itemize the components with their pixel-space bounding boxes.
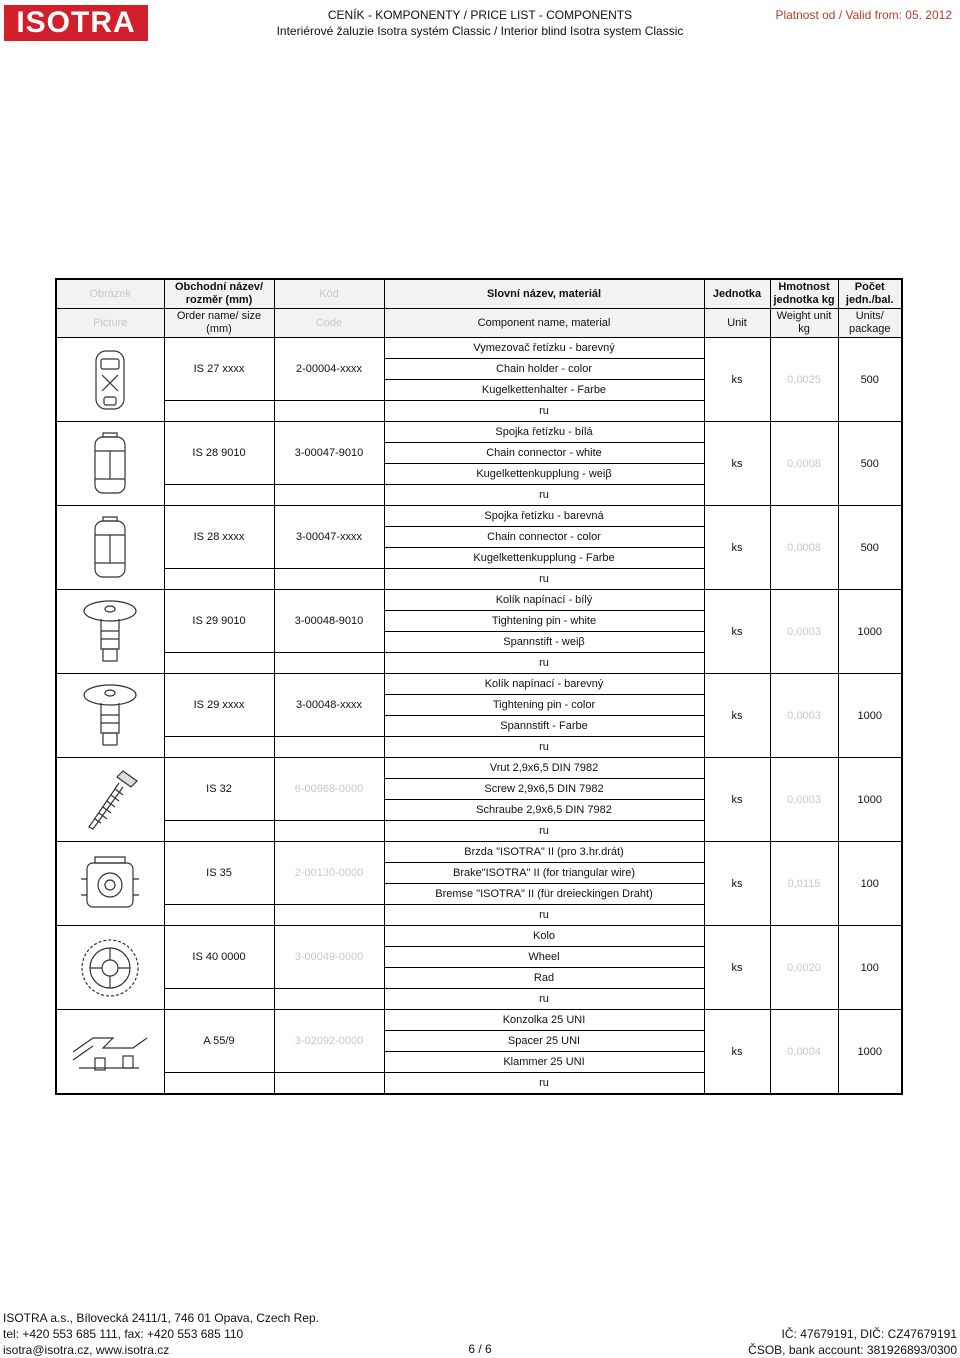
empty-cell: [274, 989, 384, 1010]
chain-connector-icon: [57, 513, 164, 583]
weight-cell: 0,0020: [770, 926, 838, 1010]
component-description: Chain connector - white: [384, 443, 704, 464]
product-code: 3-00047-xxxx: [274, 506, 384, 569]
product-code: 2-00130-0000: [274, 842, 384, 905]
brake-icon: [57, 849, 164, 919]
component-description: Vymezovač řetízku - barevný: [384, 338, 704, 359]
weight-cell: 0,0115: [770, 842, 838, 926]
weight-cell: 0,0003: [770, 758, 838, 842]
unit-cell: ks: [704, 842, 770, 926]
desc-ru: ru: [384, 821, 704, 842]
empty-cell: [274, 653, 384, 674]
order-name: IS 29 xxxx: [164, 674, 274, 737]
component-description: Brake"ISOTRA" II (for triangular wire): [384, 863, 704, 884]
empty-cell: [164, 989, 274, 1010]
product-picture: [56, 422, 164, 506]
empty-cell: [164, 1073, 274, 1095]
table-row: [56, 1010, 902, 1031]
component-description: Bremse "ISOTRA" II (für dreieckingen Draht): [384, 884, 704, 905]
component-description: Kugelkettenhalter - Farbe: [384, 380, 704, 401]
component-description: Spacer 25 UNI: [384, 1031, 704, 1052]
order-name: IS 27 xxxx: [164, 338, 274, 401]
component-description: Konzolka 25 UNI: [384, 1010, 704, 1031]
component-description: Chain holder - color: [384, 359, 704, 380]
footer-bank: ČSOB, bank account: 381926893/0300: [748, 1343, 957, 1357]
component-description: Tightening pin - color: [384, 695, 704, 716]
desc-ru: ru: [384, 1073, 704, 1095]
empty-cell: [274, 401, 384, 422]
unit-cell: ks: [704, 674, 770, 758]
order-name: IS 29 9010: [164, 590, 274, 653]
product-picture: [56, 338, 164, 422]
col-image-en: Picture: [56, 309, 164, 338]
weight-cell: 0,0003: [770, 674, 838, 758]
product-picture: [56, 926, 164, 1010]
col-name-en: Order name/ size (mm): [164, 309, 274, 338]
component-description: Kolo: [384, 926, 704, 947]
component-description: Klammer 25 UNI: [384, 1052, 704, 1073]
empty-cell: [274, 1073, 384, 1095]
col-code-cz: Kód: [274, 279, 384, 309]
empty-cell: [164, 569, 274, 590]
document-subtitle: Interiérové žaluzie Isotra systém Classic / Interior blind Isotra system Classic: [276, 24, 684, 38]
component-description: Vrut 2,9x6,5 DIN 7982: [384, 758, 704, 779]
desc-ru: ru: [384, 653, 704, 674]
unit-cell: ks: [704, 758, 770, 842]
price-list-table: [55, 278, 903, 1095]
header-row-cz: [56, 279, 902, 309]
screw-icon: [57, 765, 164, 835]
col-desc-cz: Slovní název, materiál: [384, 279, 704, 309]
component-description: Screw 2,9x6,5 DIN 7982: [384, 779, 704, 800]
empty-cell: [164, 905, 274, 926]
component-description: Brzda "ISOTRA" II (pro 3.hr.drát): [384, 842, 704, 863]
table-row: [56, 674, 902, 695]
empty-cell: [274, 821, 384, 842]
product-code: 3-00048-9010: [274, 590, 384, 653]
desc-ru: ru: [384, 401, 704, 422]
product-picture: [56, 842, 164, 926]
product-code: 3-00047-9010: [274, 422, 384, 485]
desc-ru: ru: [384, 905, 704, 926]
document-title: CENÍK - KOMPONENTY / PRICE LIST - COMPONENTS: [327, 8, 633, 22]
product-code: 2-00004-xxxx: [274, 338, 384, 401]
product-code: 3-00048-xxxx: [274, 674, 384, 737]
spacer-icon: [57, 1022, 164, 1082]
empty-cell: [164, 821, 274, 842]
component-description: Kugelkettenkupplung - Farbe: [384, 548, 704, 569]
count-cell: 500: [838, 506, 902, 590]
component-description: Kolík napínací - bílý: [384, 590, 704, 611]
empty-cell: [164, 485, 274, 506]
product-picture: [56, 758, 164, 842]
weight-cell: 0,0008: [770, 506, 838, 590]
table-row: [56, 926, 902, 947]
order-name: IS 40 0000: [164, 926, 274, 989]
col-weight-cz: Hmotnost jednotka kg: [770, 279, 838, 309]
product-picture: [56, 590, 164, 674]
empty-cell: [164, 401, 274, 422]
desc-ru: ru: [384, 485, 704, 506]
footer-web: isotra@isotra.cz, www.isotra.cz: [3, 1343, 170, 1357]
col-weight-en: Weight unit kg: [770, 309, 838, 338]
isotra-logo: ISOTRA: [4, 5, 148, 41]
component-description: Spojka řetízku - barevná: [384, 506, 704, 527]
component-description: Tightening pin - white: [384, 611, 704, 632]
component-description: Kolík napínací - barevný: [384, 674, 704, 695]
table-row: [56, 842, 902, 863]
unit-cell: ks: [704, 1010, 770, 1095]
desc-ru: ru: [384, 989, 704, 1010]
tightening-pin-icon: [57, 681, 164, 751]
col-count-cz: Počet jedn./bal.: [838, 279, 902, 309]
chain-connector-icon: [57, 429, 164, 499]
tightening-pin-icon: [57, 597, 164, 667]
order-name: IS 28 9010: [164, 422, 274, 485]
component-description: Spojka řetízku - bílá: [384, 422, 704, 443]
header-row-en: [56, 309, 902, 338]
unit-cell: ks: [704, 506, 770, 590]
component-description: Spannstift - Farbe: [384, 716, 704, 737]
empty-cell: [274, 905, 384, 926]
product-code: 6-00968-0000: [274, 758, 384, 821]
unit-cell: ks: [704, 590, 770, 674]
valid-from: Platnost od / Valid from: 05. 2012: [775, 8, 952, 22]
col-unit-cz: Jednotka: [704, 279, 770, 309]
col-name-cz: Obchodní název/ rozměr (mm): [164, 279, 274, 309]
unit-cell: ks: [704, 422, 770, 506]
count-cell: 100: [838, 926, 902, 1010]
footer-company: ISOTRA a.s., Bílovecká 2411/1, 746 01 Opava, Czech Rep.: [3, 1311, 319, 1325]
col-unit-en: Unit: [704, 309, 770, 338]
page-number: 6 / 6: [468, 1342, 492, 1356]
weight-cell: 0,0025: [770, 338, 838, 422]
table-row: [56, 338, 902, 359]
col-image-cz: Obrázek: [56, 279, 164, 309]
count-cell: 1000: [838, 674, 902, 758]
weight-cell: 0,0004: [770, 1010, 838, 1095]
col-desc-en: Component name, material: [384, 309, 704, 338]
product-picture: [56, 674, 164, 758]
component-description: Chain connector - color: [384, 527, 704, 548]
product-picture: [56, 506, 164, 590]
product-code: 3-02092-0000: [274, 1010, 384, 1073]
count-cell: 1000: [838, 758, 902, 842]
count-cell: 500: [838, 338, 902, 422]
product-code: 3-00049-0000: [274, 926, 384, 989]
empty-cell: [164, 737, 274, 758]
component-description: Kugelkettenkupplung - weiβ: [384, 464, 704, 485]
empty-cell: [274, 737, 384, 758]
count-cell: 1000: [838, 1010, 902, 1095]
count-cell: 100: [838, 842, 902, 926]
weight-cell: 0,0008: [770, 422, 838, 506]
table-row: [56, 422, 902, 443]
table-row: [56, 590, 902, 611]
weight-cell: 0,0003: [770, 590, 838, 674]
empty-cell: [274, 569, 384, 590]
unit-cell: ks: [704, 338, 770, 422]
desc-ru: ru: [384, 737, 704, 758]
empty-cell: [274, 485, 384, 506]
table-row: [56, 506, 902, 527]
order-name: IS 35: [164, 842, 274, 905]
order-name: IS 32: [164, 758, 274, 821]
footer-phone: tel: +420 553 685 111, fax: +420 553 685 110: [3, 1327, 244, 1341]
footer-ids: IČ: 47679191, DIČ: CZ47679191: [781, 1327, 957, 1341]
product-picture: [56, 1010, 164, 1095]
chain-holder-icon: [57, 345, 164, 415]
desc-ru: ru: [384, 569, 704, 590]
col-count-en: Units/ package: [838, 309, 902, 338]
component-description: Schraube 2,9x6,5 DIN 7982: [384, 800, 704, 821]
table-row: [56, 758, 902, 779]
wheel-icon: [57, 933, 164, 1003]
unit-cell: ks: [704, 926, 770, 1010]
order-name: IS 28 xxxx: [164, 506, 274, 569]
order-name: A 55/9: [164, 1010, 274, 1073]
component-description: Wheel: [384, 947, 704, 968]
empty-cell: [164, 653, 274, 674]
col-code-en: Code: [274, 309, 384, 338]
count-cell: 500: [838, 422, 902, 506]
component-description: Spannstift - weiβ: [384, 632, 704, 653]
component-description: Rad: [384, 968, 704, 989]
count-cell: 1000: [838, 590, 902, 674]
